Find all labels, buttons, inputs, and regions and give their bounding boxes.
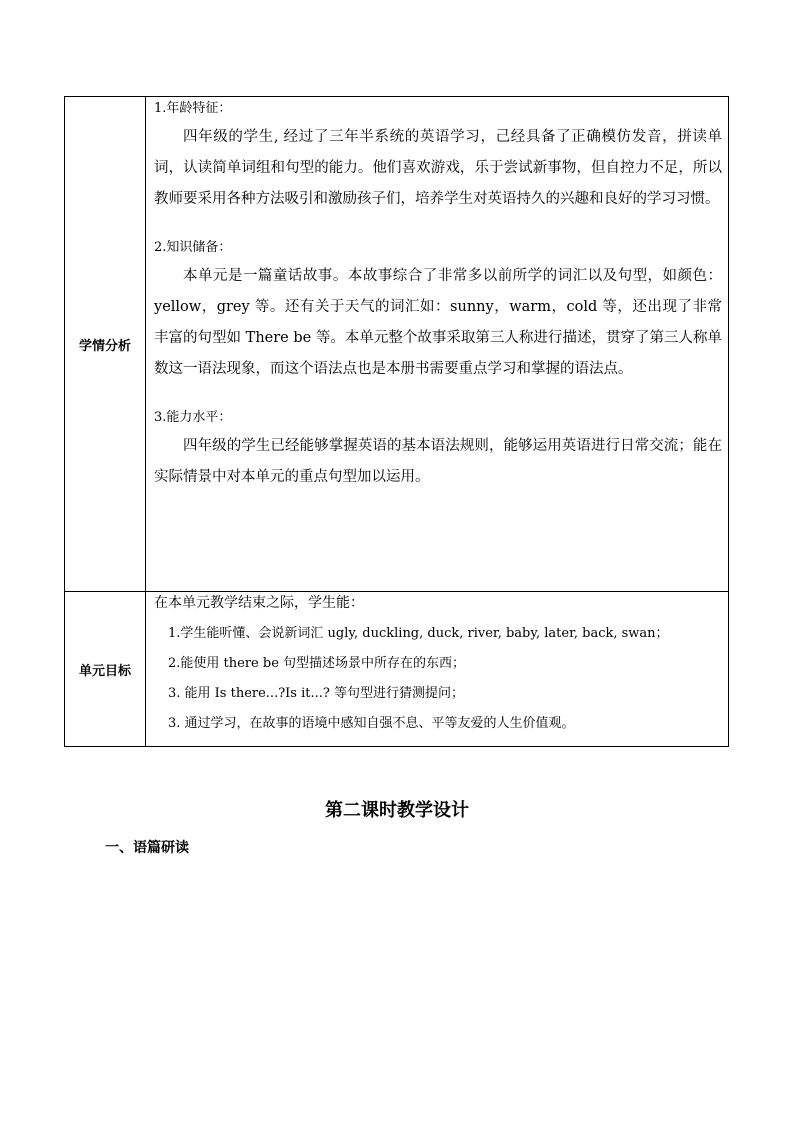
analysis-label: 学情分析 xyxy=(65,97,146,592)
table-row-goals xyxy=(65,592,729,747)
ability-heading: 3.能力水平： xyxy=(154,410,232,425)
age-heading: 1.年龄特征： xyxy=(154,101,232,116)
age-paragraph: 四年级的学生, 经过了三年半系统的英语学习，己经具备了正确模仿发音，拼读单词，认读简单词组和句型的能力。他们喜欢游戏，乐于尝试新事物，但自控力不足，所以教师要采用各种方法吸引和激励孩子们，培养学生对英语持久的兴趣和良好的学习习惯。 xyxy=(154,129,722,207)
spacer xyxy=(154,385,722,406)
goals-intro: 在本单元教学结束之际，学生能： xyxy=(154,595,364,611)
goal-item: 2.能使用 there be 句型描述场景中所存在的东西； xyxy=(168,656,466,671)
goal-item: 3. 通过学习，在故事的语境中感知自强不息、平等友爱的人生价值观。 xyxy=(168,716,575,731)
knowledge-heading: 2.知识储备： xyxy=(154,240,232,255)
ability-paragraph: 四年级的学生已经能够掌握英语的基本语法规则，能够运用英语进行日常交流；能在实际情景中对本单元的重点句型加以运用。 xyxy=(154,438,722,485)
page-title: 第二课时教学设计 xyxy=(325,800,469,821)
analysis-content xyxy=(146,97,729,592)
goals-label: 单元目标 xyxy=(65,592,146,747)
goal-item: 3. 能用 Is there...?Is it...? 等句型进行猜测提问； xyxy=(168,686,464,701)
goal-item: 1.学生能听懂、会说新词汇 ugly, duckling, duck, river, baby, later, back, swan； xyxy=(168,626,669,641)
table-row-analysis xyxy=(65,97,729,592)
knowledge-paragraph: 本单元是一篇童话故事。本故事综合了非常多以前所学的词汇以及句型，如颜色：yellow，grey 等。还有关于天气的词汇如：sunny，warm，cold 等，还出现了非常丰富的句型如 There be 等。本单元整个故事采取第三人称进行描述，贯穿了第三人称单数这一语法现象，而这个语法点也是本册书需要重点学习和掌握的语法点。 xyxy=(154,268,722,377)
lesson-plan-table xyxy=(64,96,729,747)
goals-content xyxy=(146,592,729,747)
spacer xyxy=(154,215,722,236)
section-heading: 一、语篇研读 xyxy=(105,840,189,856)
